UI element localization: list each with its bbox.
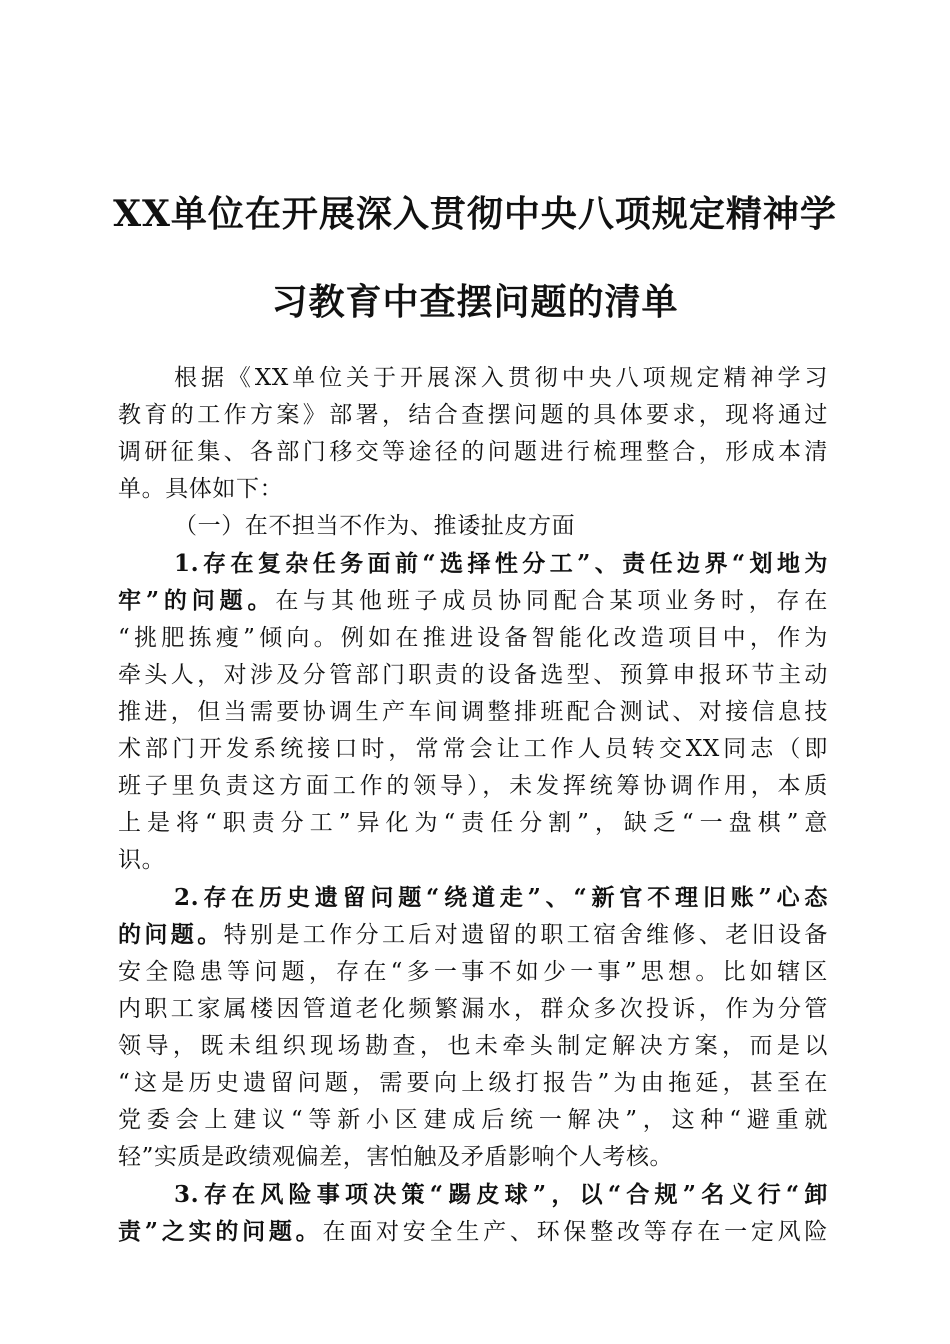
item-text: 特别是工作分工后对遗留的职工宿舍维修、老旧设备 bbox=[223, 922, 828, 948]
title-line-1: XX单位在开展深入贯彻中央八项规定精神学 bbox=[113, 193, 837, 235]
item-1-heading: 1.存在复杂任务面前“选择性分工”、责任边界“划地为 bbox=[174, 550, 828, 577]
item-line: 内职工家属楼因管道老化频繁漏水，群众多次投诉，作为分管 bbox=[118, 996, 828, 1022]
item-2-paragraph bbox=[118, 879, 828, 1176]
item-line: 党委会上建议“等新小区建成后统一解决”，这种“避重就 bbox=[118, 1107, 828, 1133]
item-line: 轻”实质是政绩观偏差，害怕触及矛盾影响个人考核。 bbox=[118, 1144, 674, 1170]
item-line: 牵头人，对涉及分管部门职责的设备选型、预算申报环节主动 bbox=[118, 662, 828, 688]
item-2-heading-end: 的问题。 bbox=[118, 921, 224, 948]
item-line: “挑肥拣瘦”倾向。例如在推进设备智能化改造项目中，作为 bbox=[118, 625, 828, 651]
item-1-paragraph bbox=[118, 545, 828, 879]
item-line: 推进，但当需要协调生产车间调整排班配合测试、对接信息技 bbox=[118, 699, 828, 725]
item-3-paragraph bbox=[118, 1176, 828, 1251]
intro-line: 单。具体如下： bbox=[118, 476, 284, 502]
item-text: 在面对安全生产、环保整改等存在一定风险 bbox=[322, 1219, 828, 1245]
item-line: “这是历史遗留问题，需要向上级打报告”为由拖延，甚至在 bbox=[118, 1070, 828, 1096]
item-line bbox=[118, 916, 828, 954]
item-text: 在与其他班子成员协同配合某项业务时，存在 bbox=[275, 588, 828, 614]
item-3-heading-end: 责”之实的问题。 bbox=[118, 1218, 323, 1245]
item-line bbox=[118, 1213, 828, 1251]
item-line: 识。 bbox=[118, 847, 166, 873]
intro-line: 调研征集、各部门移交等途径的问题进行梳理整合，形成本清 bbox=[118, 439, 828, 465]
item-2-heading: 2.存在历史遗留问题“绕道走”、“新官不理旧账”心态 bbox=[174, 884, 828, 911]
item-line bbox=[118, 582, 828, 620]
item-line: 安全隐患等问题，存在“多一事不如少一事”思想。比如辖区 bbox=[118, 959, 828, 985]
item-line: 上是将“职责分工”异化为“责任分割”，缺乏“一盘棋”意 bbox=[118, 810, 828, 836]
item-line: 术部门开发系统接口时，常常会让工作人员转交XX同志（即 bbox=[118, 736, 828, 762]
document-body bbox=[118, 360, 828, 1251]
title-line-2: 习教育中查摆问题的清单 bbox=[271, 281, 679, 323]
intro-line: 根据《XX单位关于开展深入贯彻中央八项规定精神学习 bbox=[174, 365, 828, 391]
intro-line: 教育的工作方案》部署，结合查摆问题的具体要求，现将通过 bbox=[118, 402, 828, 428]
item-3-heading: 3.存在风险事项决策“踢皮球”，以“合规”名义行“卸 bbox=[174, 1181, 828, 1208]
item-line: 领导，既未组织现场勘查，也未牵头制定解决方案，而是以 bbox=[118, 1033, 828, 1059]
item-1-heading-end: 牢”的问题。 bbox=[118, 587, 276, 614]
section-heading-text: （一）在不担当不作为、推诿扯皮方面 bbox=[174, 513, 576, 539]
document-title bbox=[110, 170, 840, 346]
section-heading bbox=[118, 508, 828, 545]
intro-paragraph bbox=[118, 360, 828, 508]
item-line: 班子里负责这方面工作的领导），未发挥统筹协调作用，本质 bbox=[118, 773, 828, 799]
